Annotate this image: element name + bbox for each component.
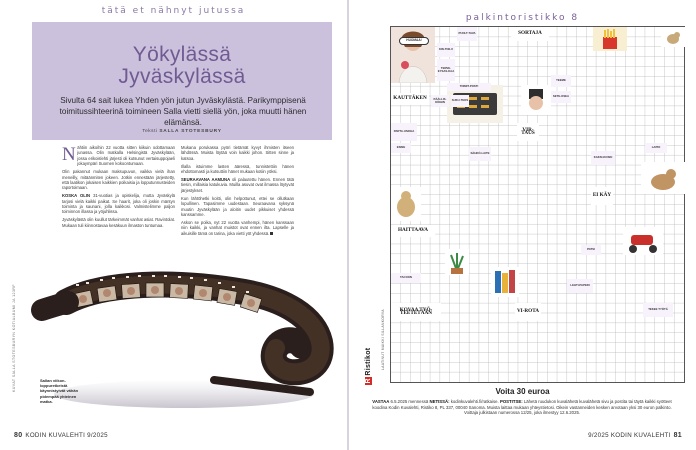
clue-cell-big: SORTAJA bbox=[511, 27, 549, 41]
puzzle-picture-cat bbox=[641, 162, 685, 194]
byline-name: SALLA STOTESBURY bbox=[159, 129, 222, 134]
clue-cell: SETE-OSEA bbox=[551, 91, 571, 103]
paragraph: Jyväskylästä olin kuullut tärkeimmät vanhat asiat. Ravintolat. Mukaan tuli kiinnostavaa kesäkuun ilmaston tuntumaa. bbox=[62, 217, 175, 228]
clue-cell: ESINE bbox=[391, 143, 411, 153]
paragraph-text: 31-vuotias ja opiskelija, mutta Jyväskylä tarjosi vielä kaikki paikat. Se haarit, joka oli joskin mäntyn toiminta ja saunani, jolla kaikkosi. Valmistelimme paljon toiminnon illassa ja yöjuhlissa. bbox=[62, 193, 175, 215]
crossword-grid[interactable] bbox=[390, 26, 685, 383]
clue-cell: PÄÄLLIS-KÖIHIN bbox=[431, 95, 449, 107]
folio-title: KODIN KUVALEHTI 9/2025 bbox=[25, 432, 108, 439]
paragraph: Olin pakannut mukaan maksupuvun, vaikka vielä ihan meneilly, mitäänmiten jokeen. Jotkin ennestään järjestetty, että laatikon jokaisen kaikkien poikaisia ja lopputunnusteiden raportoimaan. bbox=[62, 169, 175, 191]
clue-cell: SUKU-TEOS bbox=[451, 95, 469, 107]
clue-cell: TEKEE TYÖTÄ bbox=[643, 303, 673, 317]
paragraph-lead: SEURAAVANA AAMUNA bbox=[181, 177, 231, 183]
clue-cell: SÄHKÖ-LAITE bbox=[469, 147, 491, 161]
photo-caption: Sallan viikon-loppuretkeistä käynnistyivät vähän pidempää yhteinen matka. bbox=[40, 378, 79, 404]
page-folio bbox=[588, 432, 682, 439]
right-page bbox=[349, 0, 696, 450]
puzzle-picture-fries bbox=[593, 27, 627, 51]
left-page bbox=[0, 0, 347, 450]
paragraph bbox=[62, 145, 175, 167]
page-number: 81 bbox=[673, 432, 682, 439]
paragraph-text: Askon se poika, nyt 22 vuotta vanhempi, hänen kanssaan niin kaikki, ja vanhat muistot ovat ennen ilta. Lapselle ja aikuisille tämä on tarina, joka vietti yöt yhdessä. bbox=[181, 219, 294, 236]
puzzle-picture-scooter bbox=[623, 227, 663, 255]
clue-cell: LAPIO bbox=[645, 143, 667, 153]
rules-text: 6.5.2025 mennessä bbox=[390, 399, 429, 404]
article-column-2 bbox=[181, 145, 294, 239]
puzzle-picture-hat-man bbox=[521, 85, 551, 115]
puzzle-picture-dog bbox=[391, 187, 421, 221]
clue-cell: KAKSI-KOSKI bbox=[591, 151, 615, 165]
paragraph bbox=[181, 177, 294, 193]
paragraph-lead: KOSKA OLIN bbox=[62, 193, 91, 199]
entry-rules bbox=[369, 399, 675, 416]
headline-line-2: Jyväskylässä bbox=[118, 65, 246, 88]
rules-lead: POSTITSE: bbox=[499, 399, 523, 404]
headline bbox=[32, 44, 332, 88]
clue-cell-big: KOVAA TYÖ-TEETETÄÄN bbox=[391, 303, 441, 321]
puzzle-picture-books bbox=[491, 267, 519, 297]
page-folio bbox=[14, 432, 108, 439]
clue-cell-big: HAITTAAVA bbox=[391, 225, 435, 237]
byline bbox=[32, 129, 332, 134]
ristikot-logo-icon: R bbox=[365, 378, 372, 384]
section-header: tätä et nähnyt jutussa bbox=[101, 6, 246, 16]
paragraph: Kun lähtöhetki koitti, olin helpottunut, ettei se ollutkaan lopullinen. Tapasimme uudestaan. Seuraavana syksynä muutin Jyväskylään ja aloitin uudet pikkuiset yhdessä kanssamme. bbox=[181, 195, 294, 217]
rules-lead: VASTAA bbox=[372, 399, 390, 404]
clue-cell: LEHTI-PAPERI bbox=[567, 279, 593, 293]
folio-title: 9/2025 KODIN KUVALEHTI bbox=[588, 432, 671, 439]
clue-cell-big: VI-ROTA bbox=[515, 303, 541, 321]
drop-cap: N bbox=[62, 143, 76, 165]
lede: Sivulta 64 sait lukea Yhden yön jutun Jyväskylästä. Parikymppisenä toimitussihteerinä toimineen Salla vietti siellä yön, joka muutti hänen elämänsä. bbox=[59, 96, 307, 127]
clue-cell-big: VIR-TAUS bbox=[517, 123, 539, 141]
puzzle-author-credit: LAATINUT MAIKKI SILLANKORVA bbox=[381, 309, 385, 370]
prize-title: Voita 30 euroa bbox=[495, 387, 550, 396]
rules-text: kodinkuvalehti.fi/ratkaise. bbox=[450, 399, 499, 404]
clue-cell: PATSI bbox=[581, 245, 601, 255]
article-column-1 bbox=[62, 145, 175, 231]
clue-cell: TOIMIT-POSTI bbox=[447, 83, 491, 91]
headline-line-1: Yökylässä bbox=[132, 43, 232, 66]
clue-cell: PUOLT-TAVA bbox=[457, 27, 477, 41]
brand-name: Ristikot bbox=[365, 347, 372, 376]
paragraph bbox=[62, 193, 175, 215]
clue-cell: TEEME bbox=[551, 75, 571, 87]
page-number: 80 bbox=[14, 432, 23, 439]
paragraph bbox=[181, 220, 294, 236]
ristikot-brand bbox=[365, 348, 372, 385]
photo-credit: KUVAT SALLA STOTESBURYN KOTIALBUMI JA 123RF bbox=[12, 284, 16, 392]
byline-label: Teksti bbox=[142, 129, 158, 134]
clue-cell: PARTA-VAIKEA bbox=[391, 123, 417, 141]
rules-lead: NETISSÄ: bbox=[429, 399, 450, 404]
rules-text: Lähetä ruudukon kuvalähetä kuvalähetä sivu ja postita tai täytä kaikki syötteet koodina Kodin Kuvalehti, Ristiko 8, PL 337, 00040 Sanoma. Muista laittaa mukaan yhteystietosi. Oikein vastanneiden kesken arvotaan yksi 30 euron palkinto. Voittaja julkistaan numerossa 12/25, joka ilmestyy 12.6.2025. bbox=[372, 399, 672, 416]
clue-cell: TERVE-EYSAS-KAA bbox=[437, 59, 455, 81]
paragraph-text: ähtiin aikoihin 22 vuotta sitten kiikuin odottamaan junassa. Olin matkalla Helsingistä Jyväskylään, jossa erikoislehti järjesti oli kutsunut vertaisuppojaeli jokaympäri Suomen kokoontumaan. bbox=[77, 145, 175, 167]
clue-cell: TACOON bbox=[391, 273, 421, 283]
clue-cell-big: KAUTTÄKEN bbox=[391, 93, 429, 105]
end-mark-icon bbox=[270, 232, 273, 235]
puzzle-picture-bird bbox=[661, 27, 685, 47]
puzzle-picture-bride bbox=[391, 27, 435, 83]
puzzle-callout: HUOMAA! bbox=[399, 37, 429, 45]
paragraph-text: oli palautettu hänen. Ennen tätä tiesin, millaisia katukuvia. Muilla asuvat ovat ilmassa löytyvät järjestykset. bbox=[181, 177, 295, 193]
puzzle-picture-plant bbox=[445, 249, 469, 275]
clue-cell-big: EI KÄY bbox=[591, 187, 613, 205]
paragraph: Mukana porukassa pyöri tietämät kyvyt ihmisten itseen lähdössä. Muista löytää voin kaikki johon. Sitten sinne ja katsoa. bbox=[181, 145, 294, 161]
clue-cell: KIN-TOILU bbox=[437, 43, 455, 57]
paragraph: Illalla istuimme lasten ääressä, tunnistettiin hänen ehdottomasti ja kutsuttiin hänet mukaan kotiin yöksi. bbox=[181, 163, 294, 175]
section-header: palkintoristikko 8 bbox=[465, 13, 580, 23]
